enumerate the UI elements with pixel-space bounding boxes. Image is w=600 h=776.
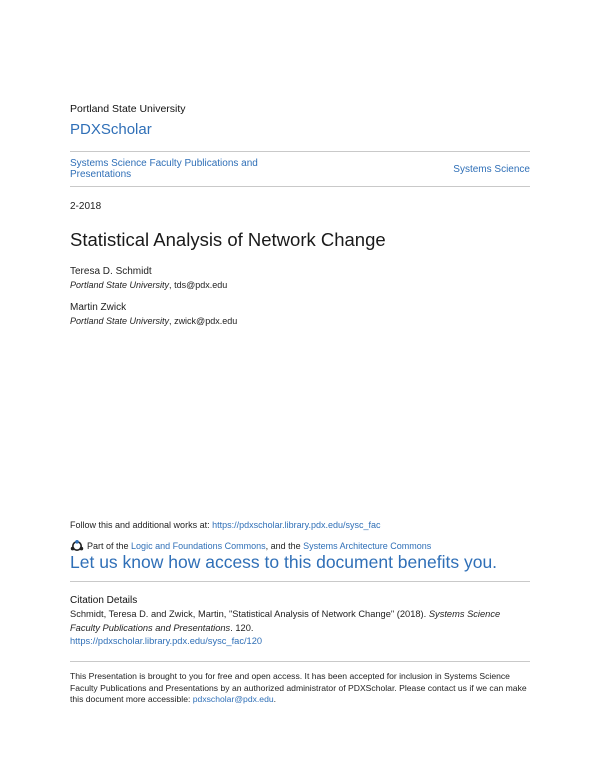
collection-link[interactable]: Systems Science Faculty Publications and Presentations [70, 158, 258, 180]
follow-text: Follow this and additional works at: [70, 520, 210, 530]
university-name: Portland State University [70, 103, 186, 115]
citation-series: Systems Science Faculty Publications and Presentations [70, 609, 501, 633]
citation-text: Schmidt, Teresa D. and Zwick, Martin, "Statistical Analysis of Network Change" (2018). [70, 609, 427, 619]
department-link[interactable]: Systems Science [453, 164, 530, 175]
contact-email-link[interactable]: pdxscholar@pdx.edu [192, 694, 274, 704]
access-notice [70, 671, 530, 706]
author-email: tds@pdx.edu [174, 280, 228, 290]
systems-architecture-commons-link[interactable]: Systems Architecture Commons [303, 541, 432, 551]
part-of-prefix: Part of the [87, 541, 129, 551]
divider-top [70, 151, 530, 152]
divider-collection [70, 186, 530, 187]
author-email: zwick@pdx.edu [174, 316, 238, 326]
author-affiliation: Portland State University, tds@pdx.edu [70, 280, 228, 290]
publication-date: 2-2018 [70, 201, 102, 212]
author-name: Teresa D. Schmidt [70, 266, 152, 277]
follow-line [70, 520, 381, 530]
divider-notice [70, 661, 530, 662]
citation-link[interactable]: https://pdxscholar.library.pdx.edu/sysc_fac/120 [70, 636, 263, 646]
affiliation-institution: Portland State University [70, 280, 170, 290]
network-commons-icon [70, 540, 84, 552]
part-of-line [70, 540, 431, 552]
feedback-link[interactable]: Let us know how access to this document benefits you. [70, 552, 498, 572]
follow-link[interactable]: https://pdxscholar.library.pdx.edu/sysc_fac [212, 520, 381, 530]
author-name: Martin Zwick [70, 302, 127, 313]
logic-foundations-commons-link[interactable]: Logic and Foundations Commons [131, 541, 266, 551]
author-affiliation: Portland State University, zwick@pdx.edu [70, 316, 238, 326]
citation-heading: Citation Details [70, 595, 138, 606]
notice-end: . [273, 694, 277, 704]
citation-body [70, 608, 530, 649]
notice-text: This Presentation is brought to you for free and open access. It has been accepted for inclusion in Systems Science Faculty Publications and Presentations by an authorized administrator of PDXScholar. Please contact us if we can make this document more accessible: [70, 671, 527, 704]
affiliation-institution: Portland State University [70, 316, 170, 326]
part-of-middle: , and the [265, 541, 301, 551]
divider-citation [70, 581, 530, 582]
document-title: Statistical Analysis of Network Change [70, 229, 386, 250]
citation-number: . 120. [230, 622, 254, 633]
repository-link[interactable]: PDXScholar [70, 121, 152, 138]
